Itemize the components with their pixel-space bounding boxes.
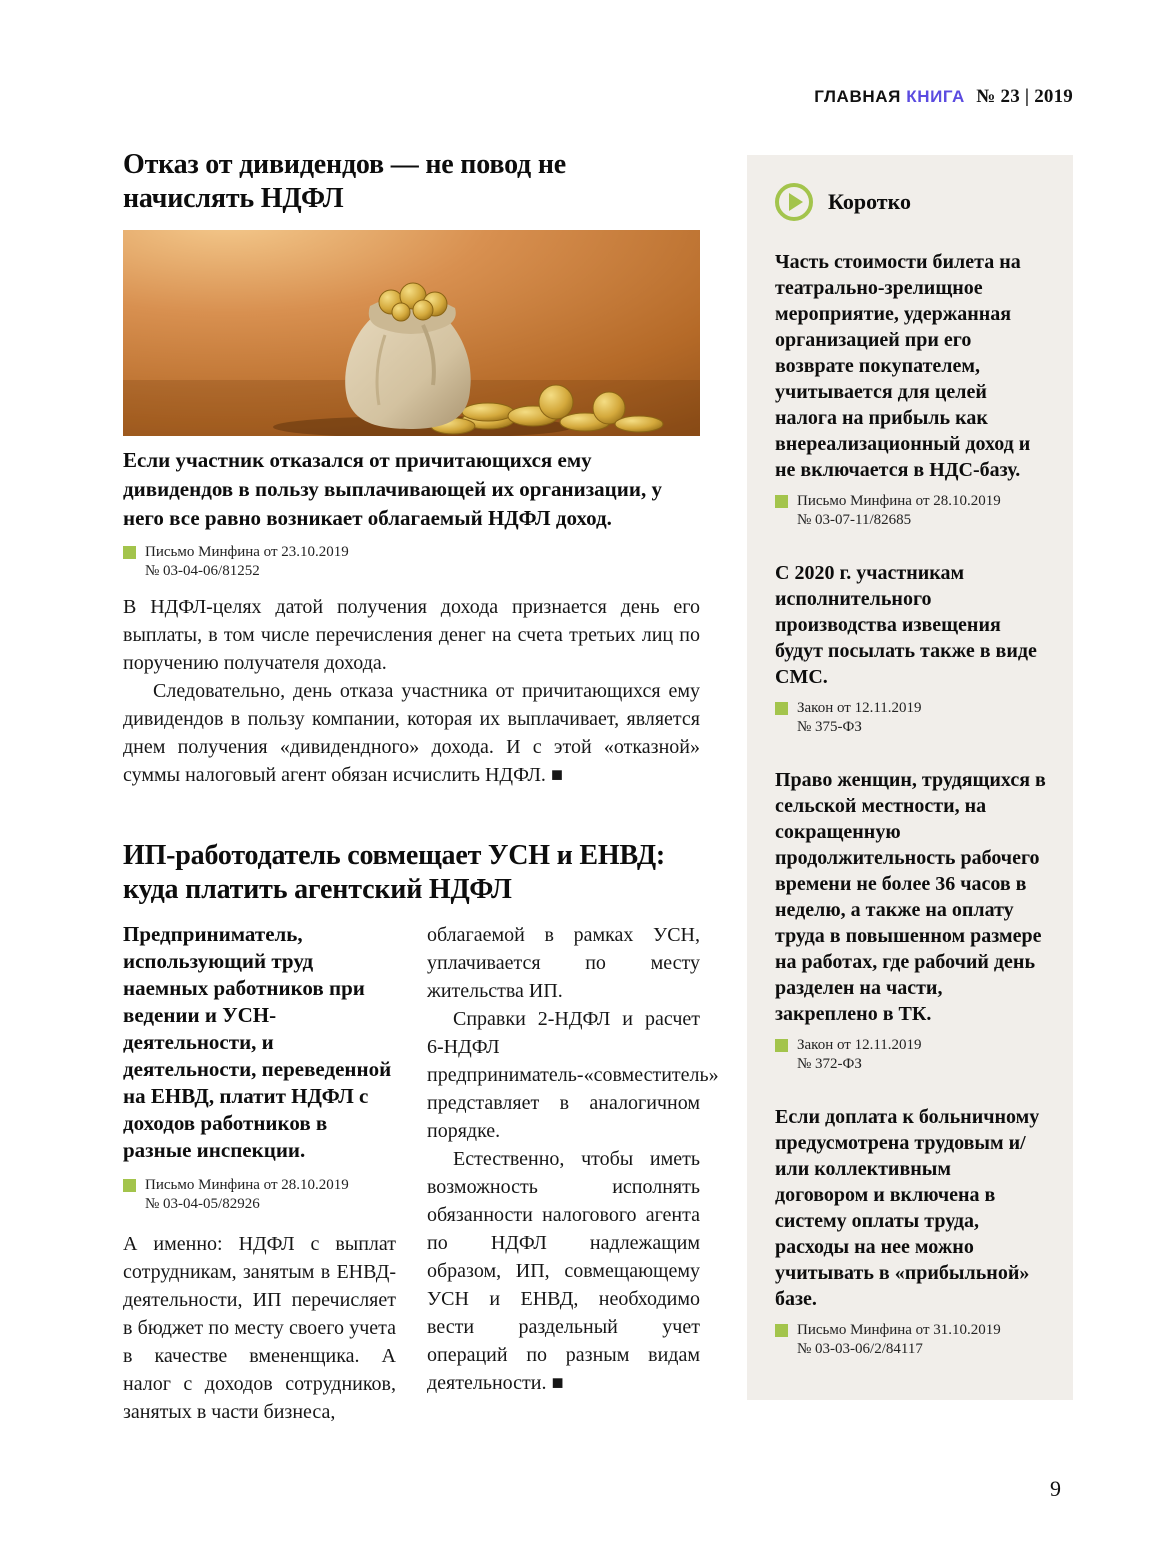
column-left xyxy=(123,921,396,1426)
column-right xyxy=(427,921,719,1426)
sidebar-item-text: Часть стоимости билета на театрально-зрелищное мероприятие, удержанная организацией при его возврате покупателем, учитывается для целей налога на прибыль как внереализационный доход и не включается в НДС-базу. xyxy=(775,251,1031,481)
source-line-2: № 375-ФЗ xyxy=(797,719,862,735)
article-2-source xyxy=(123,1176,396,1214)
source-bullet-icon xyxy=(775,1324,788,1337)
source-text xyxy=(145,543,349,581)
paragraph: Справки 2-НДФЛ и расчет 6-НДФЛ предприниматель-«совместитель» представляет в аналогичном порядке. xyxy=(427,1008,719,1142)
source-bullet-icon xyxy=(775,495,788,508)
sidebar-item-text: Если доплата к больничному предусмотрена трудовым и/или коллективным договором и включена в систему оплаты труда, расходы на нее можно учитывать в «прибыльной» базе. xyxy=(775,1106,1040,1310)
paragraph: А именно: НДФЛ с выплат сотрудникам, занятым в ЕНВД-деятельности, ИП перечисляет в бюджет по месту своего учета в качестве вмененщика. А налог с доходов сотрудников, занятых в части бизнеса, xyxy=(123,1233,396,1423)
source-line-2: № 03-03-06/2/84117 xyxy=(797,1341,923,1357)
source-text xyxy=(797,1036,922,1074)
source-line-1: Письмо Минфина от 23.10.2019 xyxy=(145,544,349,560)
article-1-title: Отказ от дивидендов — не повод не начислять НДФЛ xyxy=(123,149,566,214)
article-2 xyxy=(123,839,719,1426)
sidebar-item xyxy=(775,767,1047,1074)
source-bullet-icon xyxy=(775,1039,788,1052)
sidebar-header xyxy=(775,183,1047,221)
source-line-2: № 03-07-11/82685 xyxy=(797,512,912,528)
source-line-1: Письмо Минфина от 31.10.2019 xyxy=(797,1322,1001,1338)
source-line-1: Закон от 12.11.2019 xyxy=(797,1037,922,1053)
sidebar-korotko xyxy=(747,155,1073,1400)
source-line-1: Закон от 12.11.2019 xyxy=(797,700,922,716)
paragraph: Следовательно, день отказа участника от причитающихся ему дивидендов в пользу компании, которая их выплачивает, является днем получения «дивидендного» дохода. И с этой «отказной» суммы налоговый агент обязан исчислить НДФЛ. ■ xyxy=(123,680,700,786)
source-bullet-icon xyxy=(775,702,788,715)
source-bullet-icon xyxy=(123,546,136,559)
source-text xyxy=(797,492,1001,530)
money-bag-illustration xyxy=(123,230,700,436)
play-icon xyxy=(775,183,813,221)
masthead xyxy=(814,86,1073,108)
paragraph: В НДФЛ-целях датой получения дохода признается день его выплаты, в том числе перечисления денег на счета третьих лиц по поручению получателя дохода. xyxy=(123,596,700,674)
source-line-1: Письмо Минфина от 28.10.2019 xyxy=(797,493,1001,509)
sidebar-item-text: С 2020 г. участникам исполнительного производства извещения будут посылать также в виде СМС. xyxy=(775,562,1037,688)
sidebar-item xyxy=(775,560,1047,737)
source-line-2: № 372-ФЗ xyxy=(797,1056,862,1072)
source-line-2: № 03-04-06/81252 xyxy=(145,563,260,579)
article-2-lead: Предприниматель, использующий труд наемных работников при ведении и УСН-деятельности, и деятельности, переведенной на ЕНВД, платит НДФЛ с доходов работников в разные инспекции. xyxy=(123,922,392,1162)
sidebar-item-source xyxy=(775,699,1047,737)
magazine-name-purple: КНИГА xyxy=(906,87,965,106)
paragraph: облагаемой в рамках УСН, уплачивается по месту жительства ИП. xyxy=(427,924,700,1002)
article-1-lead: Если участник отказался от причитающихся ему дивидендов в пользу выплачивающей их организации, у него все равно возникает облагаемый НДФЛ доход. xyxy=(123,448,662,530)
issue-number: № 23 | 2019 xyxy=(976,86,1073,107)
article-1 xyxy=(123,148,700,789)
article-2-title: ИП-работодатель совмещает УСН и ЕНВД: куда платить агентский НДФЛ xyxy=(123,840,666,905)
paragraph: Естественно, чтобы иметь возможность исполнять обязанности налогового агента по НДФЛ надлежащим образом, ИП, совмещающему УСН и ЕНВД, необходимо вести раздельный учет операций по разным видам деятельности. ■ xyxy=(427,1148,700,1394)
article-1-body xyxy=(123,593,700,789)
source-line-1: Письмо Минфина от 28.10.2019 xyxy=(145,1177,349,1193)
sidebar-item-source xyxy=(775,492,1047,530)
article-1-source xyxy=(123,543,700,581)
main-column xyxy=(123,148,719,1426)
source-text xyxy=(797,1321,1001,1359)
source-line-2: № 03-04-05/82926 xyxy=(145,1196,260,1212)
magazine-name-black: ГЛАВНАЯ xyxy=(814,87,901,106)
money-bag-photo xyxy=(123,230,700,436)
sidebar-item xyxy=(775,1104,1047,1359)
source-text xyxy=(797,699,922,737)
sidebar-item xyxy=(775,249,1047,530)
sidebar-item-text: Право женщин, трудящихся в сельской местности, на сокращенную продолжительность рабочего времени не более 36 часов в неделю, а также на оплату труда в повышенном размере на работах, где рабочий день разделен на части, закреплено в ТК. xyxy=(775,769,1046,1025)
page-number: 9 xyxy=(1050,1476,1061,1501)
article-2-columns xyxy=(123,921,719,1426)
source-bullet-icon xyxy=(123,1179,136,1192)
source-text xyxy=(145,1176,349,1214)
sidebar-item-source xyxy=(775,1321,1047,1359)
sidebar-item-source xyxy=(775,1036,1047,1074)
sidebar-title: Коротко xyxy=(828,189,911,214)
